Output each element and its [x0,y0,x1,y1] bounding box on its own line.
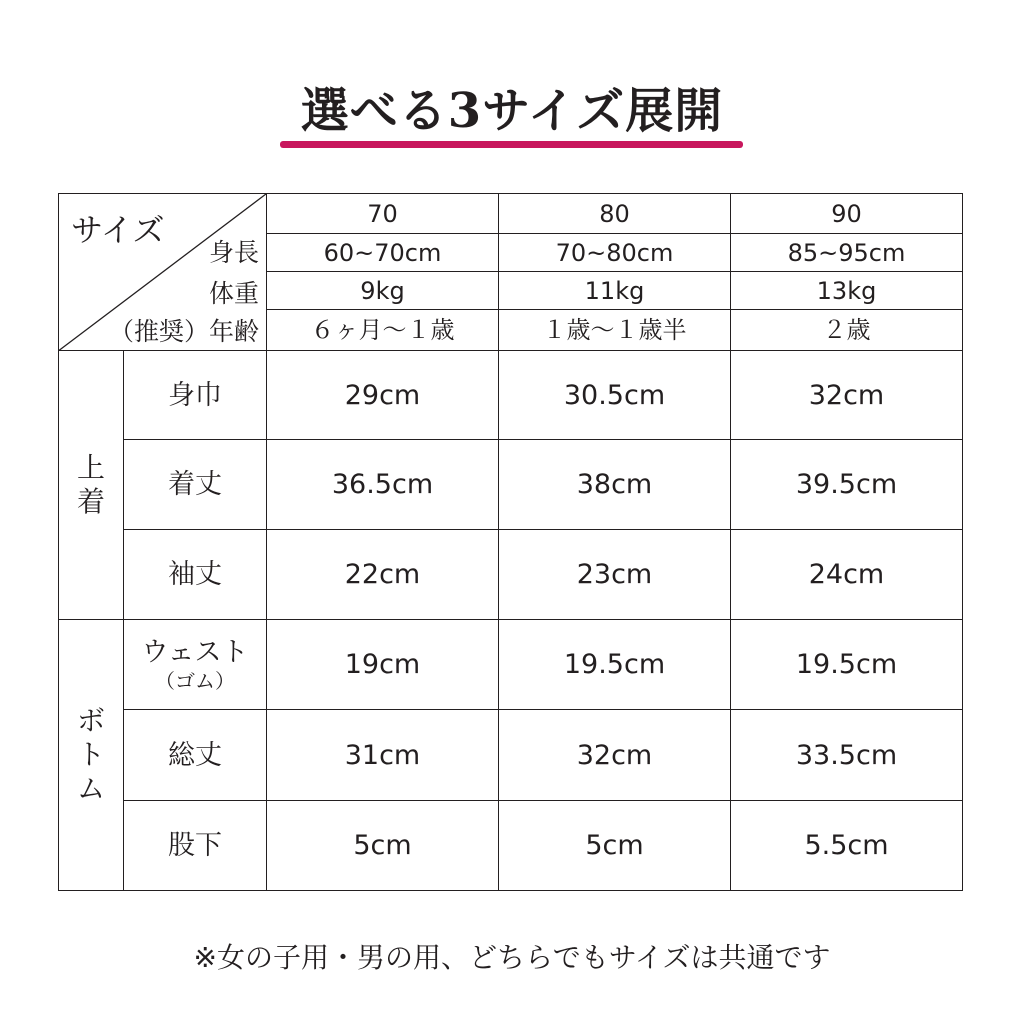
height-value: 70~80cm [499,234,731,272]
age-value: ２歳 [731,310,963,351]
value-cell: 29cm [267,351,499,439]
title-underline [280,141,743,148]
value-cell: 36.5cm [267,439,499,529]
size-chart-table [58,193,963,891]
value-cell: 23cm [499,529,731,619]
size-70-label: 70 [267,194,499,234]
value-cell: 33.5cm [731,710,963,800]
height-value: 85~95cm [731,234,963,272]
footnote: ※女の子用・男の用、どちらでもサイズは共通です [193,941,831,974]
weight-header-label: 体重 [208,279,259,308]
value-cell: 5cm [499,800,731,890]
value-cell: 5cm [267,800,499,890]
height-value: 60~70cm [267,234,499,272]
value-cell: 19.5cm [499,620,731,710]
weight-value: 9kg [267,272,499,310]
value-cell: 31cm [267,710,499,800]
value-cell: 19.5cm [731,620,963,710]
row-label-total-length: 総丈 [124,710,267,800]
header-label-cell [59,194,267,351]
age-header-label: （推奨）年齢 [108,317,259,346]
value-cell: 39.5cm [731,439,963,529]
age-value: １歳～１歳半 [499,310,731,351]
value-cell: 32cm [499,710,731,800]
row-label-sleeve-length: 袖丈 [124,529,267,619]
table-row [59,800,963,890]
group-label-bottoms: ボ ト ム [59,620,124,891]
value-cell: 24cm [731,529,963,619]
value-cell: 5.5cm [731,800,963,890]
age-value: ６ヶ月～１歳 [267,310,499,351]
table-row [59,351,963,439]
value-cell: 38cm [499,439,731,529]
weight-value: 13kg [731,272,963,310]
value-cell: 22cm [267,529,499,619]
row-label-chest-width: 身巾 [124,351,267,439]
size-90-label: 90 [731,194,963,234]
row-label-inseam: 股下 [124,800,267,890]
table-row [59,529,963,619]
waist-sub-label: （ゴム） [155,668,235,693]
table-row [59,620,963,710]
page-title: 選べる3サイズ展開 [300,83,724,139]
group-label-tops: 上 着 [59,351,124,620]
size-header-label: サイズ [71,211,165,249]
table-row [59,710,963,800]
row-label-body-length: 着丈 [124,439,267,529]
table-row [59,439,963,529]
waist-label: ウェスト [141,636,249,668]
height-header-label: 身長 [208,238,259,267]
value-cell: 32cm [731,351,963,439]
value-cell: 19cm [267,620,499,710]
row-label-waist [124,620,267,710]
size-row [59,194,963,234]
value-cell: 30.5cm [499,351,731,439]
size-80-label: 80 [499,194,731,234]
weight-value: 11kg [499,272,731,310]
